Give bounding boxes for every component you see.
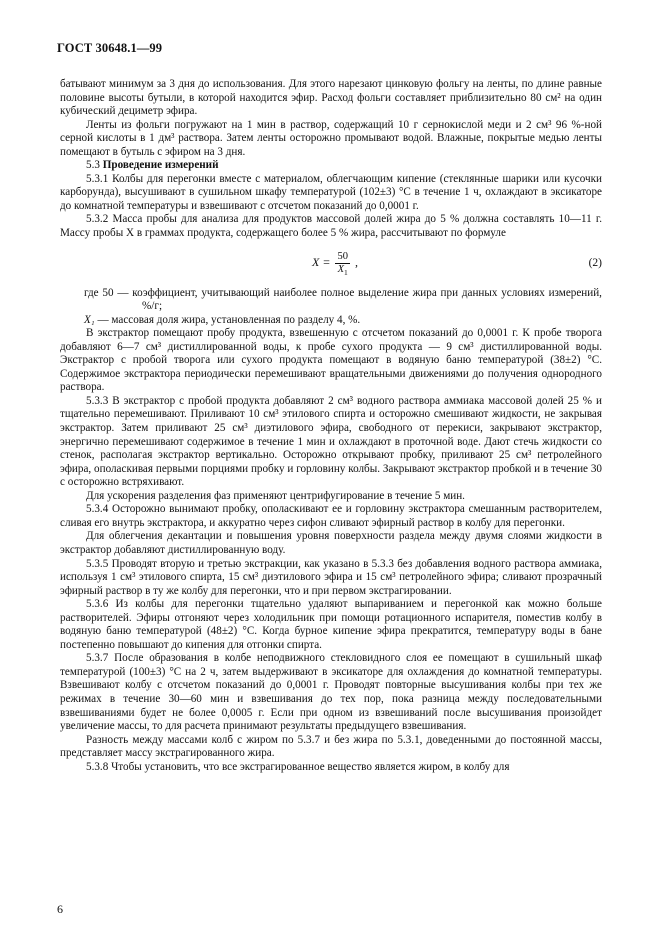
where-item-50: где 50 — коэффициент, учитывающий наиболее полное выделение жира при данных условиях измерений, %/г; [84,286,602,313]
paragraph-5-3-7: 5.3.7 После образования в колбе неподвижного стекловидного слоя ее помещают в сушильный шкаф температурой (100±3) °С на 2 ч, затем выдерживают в эксикаторе для охлаждения до комнатной температуры. Взвешивают колбу с отсчетом показаний до 0,0001 г. Проводят повторные высушивания колбы при тех же режимах в течение 30—60 мин и взвешивания до тех пор, пока разница между последовательными взвешиваниями будет не более 0,0005 г. Если при одном из взвешиваний после высушивания произойдет увеличение массы, то для расчета принимают результаты предыдущего взвешивания. [60,652,602,733]
paragraph-5-3-2: 5.3.2 Масса пробы для анализа для продуктов массовой долей жира до 5 % должна составлять 10—11 г. Массу пробы X в граммах продукта, содержащего более 5 % жира, рассчитывают по формуле [60,213,602,240]
formula-trail: , [354,255,358,270]
document-body [60,78,602,774]
page-number: 6 [57,902,63,916]
paragraph-mass-difference: Разность между массами колб с жиром по 5.3.7 и без жира по 5.3.1, доведенными до постоянной массы, представляет массу экстрагированного жира. [60,733,602,760]
paragraph-5-3-4: 5.3.4 Осторожно вынимают пробку, ополаскивают ее и горловину экстрактора смешанным растворителем, сливая его внутрь экстрактора, и аккуратно через сифон сливают эфирный раствор в колбу для перегонки. [60,503,602,529]
formula-expression [312,251,358,276]
paragraph-extractor: В экстрактор помещают пробу продукта, взвешенную с отсчетом показаний до 0,0001 г. К пробе творога добавляют 6—7 см³ дистиллированной воды, к пробе сухого продукта — 9 см³ дистиллированной воды. Экстрактор с пробой творога или сухого продукта помещают в водяную баню температурой (38±2) °С. Содержимое экстрактора периодически перемешивают вращательными движениями до получения однородного раствора. [60,327,602,394]
formula-denominator: $X_1$ [337,263,348,277]
document-header: ГОСТ 30648.1—99 [57,41,163,55]
paragraph-5-3-8: 5.3.8 Чтобы установить, что все экстрагированное вещество является жиром, в колбу для [86,760,510,773]
section-heading [60,159,602,173]
paragraph-5-3-1: 5.3.1 Колбы для перегонки вместе с материалом, облегчающим кипение (стеклянные шарики или кусочки карборунда), высушивают в сушильном шкафу температурой (102±3) °С в течение 1 ч, охлаждают в эксикаторе до комнатной температуры и взвешивают с отсчетом показаний до 0,0001 г. [60,172,602,212]
formula-2 [60,241,602,287]
paragraph-decantation: Для облегчения декантации и повышения уровня поверхности раздела между двумя слоями жидкости в экстрактор добавляют дистиллированную воду. [60,530,602,556]
formula-lhs: X = [312,255,331,270]
where-item-x1: X₁ — массовая доля жира, установленная по разделу 4, %. [84,313,361,326]
section-number: 5.3 [86,159,100,172]
formula-fraction [335,251,350,276]
section-title: Проведение измерений [102,159,219,172]
paragraph-5-3-3: 5.3.3 В экстрактор с пробой продукта добавляют 2 см³ водного раствора аммиака массовой долей 25 % и тщательно перемешивают. Приливают 10 см³ этилового спирта и осторожно смешивают жидкости, не закрывая экстрактор. Затем приливают 25 см³ диэтилового эфира, свободного от перекиси, закрывают экстрактор, энергично перемешивают содержимое в течение 1 мин и охлаждают в проточной воде. Дают стечь жидкости со стенок, располагая экстрактор вертикально. Осторожно открывают пробку, приливают 25 см³ петролейного эфира, ополаскивая первыми порциями пробку и горловину колбы. Закрывают экстрактор пробкой и в течение 30 с осторожно встряхивают. [60,394,602,489]
paragraph-5-3-5: 5.3.5 Проводят вторую и третью экстракции, как указано в 5.3.3 без добавления водного раствора аммиака, используя 1 см³ этилового спирта, 15 см³ диэтилового эфира и 15 см³ петролейного эфира; сливают прозрачный эфирный раствор в ту же колбу для перегонки, что и при первом экстрагировании. [60,557,602,597]
paragraph-centrifuge: Для ускорения разделения фаз применяют центрифугирование в течение 5 мин. [86,489,465,502]
paragraph-5-3-6: 5.3.6 Из колбы для перегонки тщательно удаляют выпариванием и перегонкой как можно больше растворителей. Эфиры отгоняют через холодильник при помощи ротационного испарителя, поместив колбу в водяную баню температурой (48±2) °С. Когда бурное кипение эфира прекратится, температуру воды в бане постепенно повышают до кипения для отгонки спирта. [60,598,602,651]
formula-number: (2) [588,256,602,269]
paragraph-foil: Ленты из фольги погружают на 1 мин в раствор, содержащий 10 г сернокислой меди и 2 см³ 96 %-ной серной кислоты в 1 дм³ раствора. Затем ленты осторожно промывают водой. Влажные, покрытые медью ленты помещают в бутыль с эфиром на 3 дня. [60,118,602,158]
paragraph-continuation: батывают минимум за 3 дня до использования. Для этого нарезают цинковую фольгу на ленты, по длине равные половине высоты бутыли, в которой находится эфир. Расход фольги составляет приблизительно 80 см² на один кубический дециметр эфира. [60,78,602,118]
formula-numerator: 50 [337,250,348,262]
